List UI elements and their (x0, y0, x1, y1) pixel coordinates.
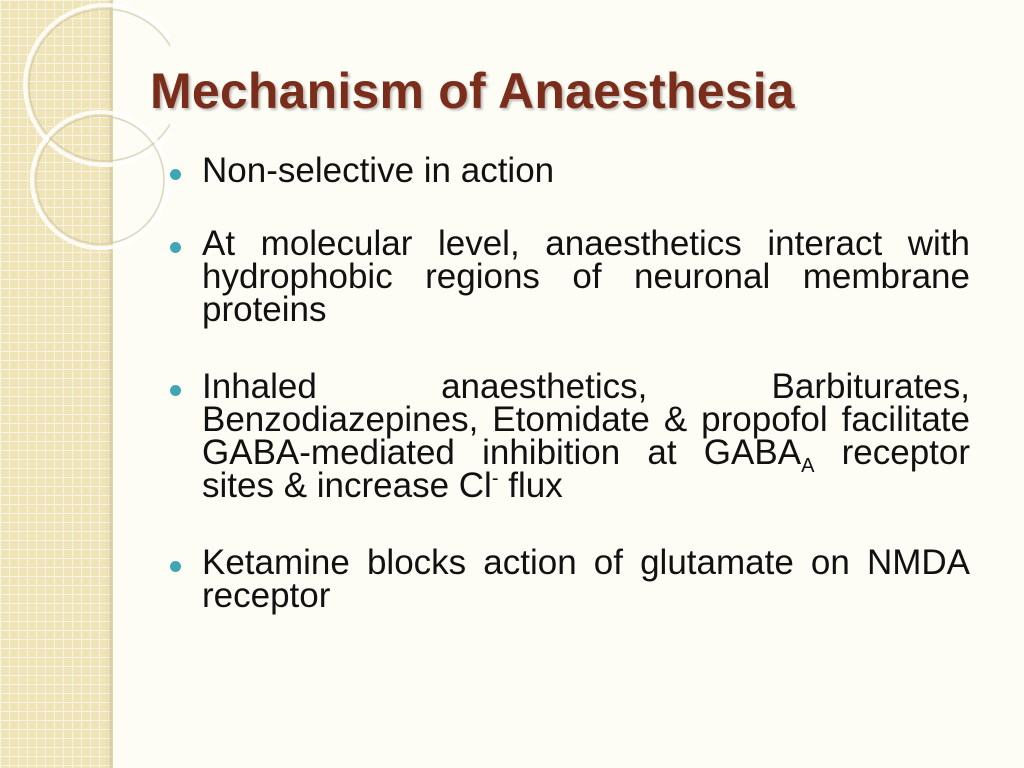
bullet-text: Ketamine blocks action of glutamate on NMDA receptor (202, 543, 970, 615)
bullet-text-part: receptor sites & increase Cl (202, 433, 971, 505)
decorative-swirl (0, 0, 170, 260)
bullet-text-part: flux (498, 466, 563, 505)
superscript-text: - (491, 467, 499, 490)
bullet-list (170, 151, 971, 638)
subscript-text: A (801, 455, 815, 477)
bullet-item (170, 367, 971, 505)
bullet-text-part: Inhaled anaesthetics, Barbiturates, Benzodiazepines, Etomidate & propofol facilitate GABA-mediated inhibition at GABA (202, 367, 970, 472)
bullet-text: Non-selective in action (202, 151, 555, 190)
slide-title: Mechanism of Anaesthesia (150, 63, 795, 119)
bullet-item (170, 151, 970, 190)
bullet-text: At molecular level, anaesthetics interact with hydrophobic regions of neuronal membrane proteins (202, 224, 970, 329)
bullet-dot-icon (170, 242, 181, 253)
bullet-text (202, 367, 971, 505)
bullet-dot-icon (170, 561, 181, 572)
bullet-dot-icon (170, 169, 181, 180)
bullet-dot-icon (170, 385, 181, 396)
bullet-item (170, 224, 970, 329)
bullet-item (170, 543, 970, 615)
